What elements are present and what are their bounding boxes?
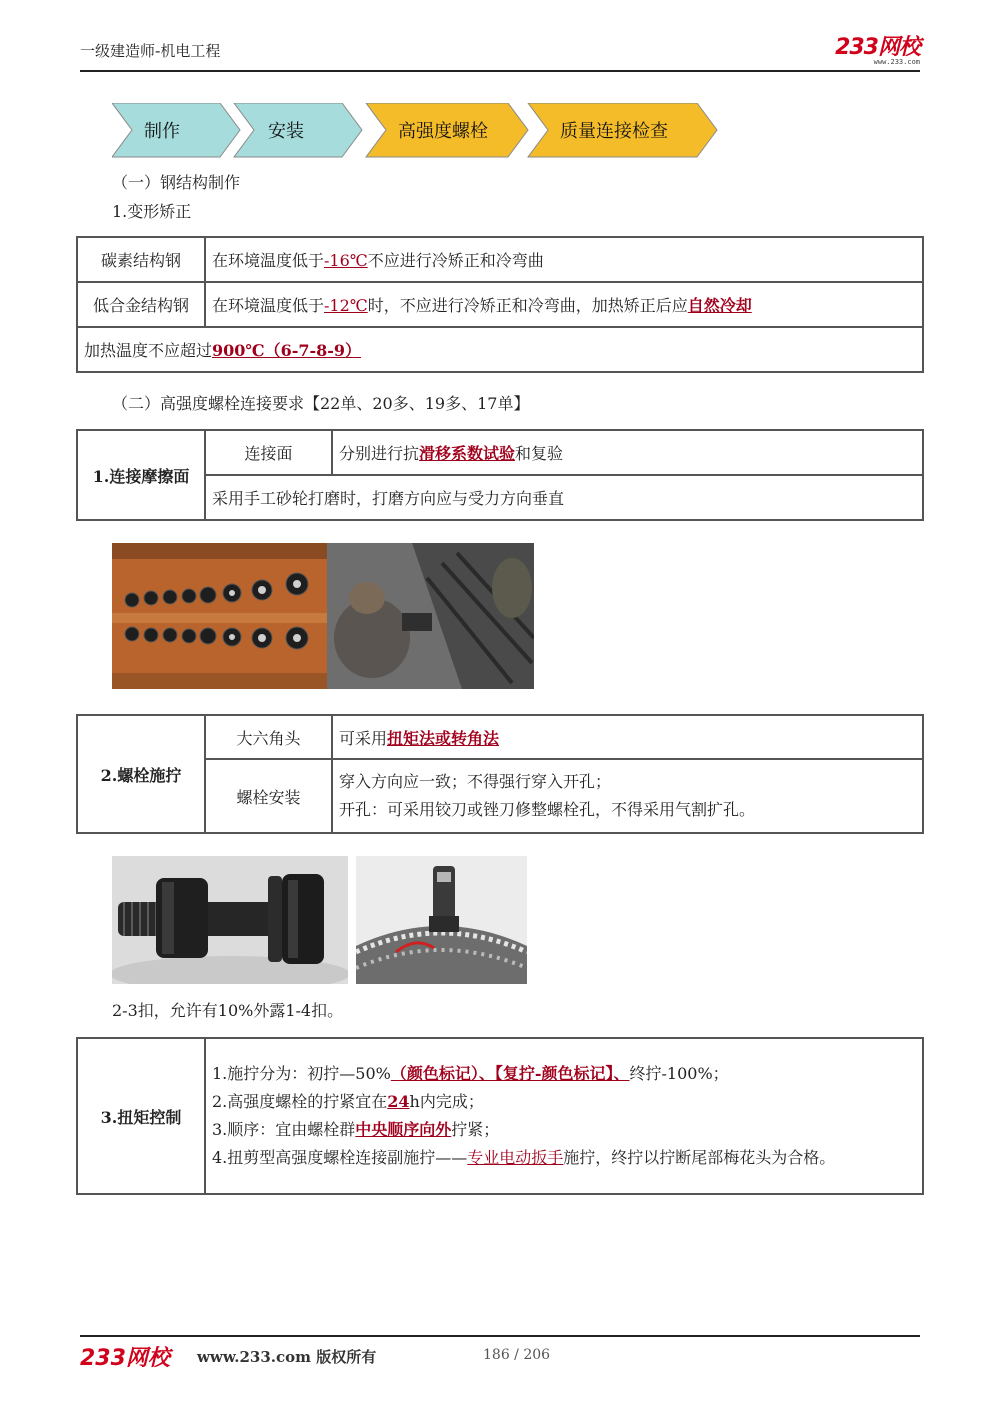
table-friction-surface: [76, 429, 924, 521]
text: h内完成；: [409, 1092, 484, 1111]
highlight-text: 滑移系数试验: [419, 444, 516, 463]
text-line: [212, 1116, 916, 1144]
text-line: [212, 1060, 916, 1088]
page-header: [80, 30, 920, 72]
photo-hex-bolt: [112, 856, 348, 984]
highlight-text: 自然冷却: [687, 296, 752, 315]
row-content: [205, 237, 923, 282]
header-title: 一级建造师-机电工程: [80, 42, 221, 60]
text-line: 穿入方向应一致；不得强行穿入开孔；: [339, 772, 612, 791]
highlight-text: 中央顺序向外: [355, 1120, 452, 1139]
process-steps: [112, 103, 722, 158]
section2-heading: （二）高强度螺栓连接要求【22单、20多、19多、17单】: [112, 394, 530, 413]
highlight-text: 24: [387, 1092, 410, 1111]
highlight-text: 900℃（6-7-8-9）: [212, 341, 362, 360]
table-row: [77, 282, 923, 327]
table-row: [77, 715, 923, 759]
highlight-text: -16℃: [324, 251, 368, 270]
sub-label-hex-head: 大六角头: [205, 715, 332, 759]
text: 时，不应进行冷矫正和冷弯曲，加热矫正后应: [367, 296, 688, 315]
text: 分别进行抗: [339, 444, 420, 463]
row-label-friction-surface: 1.连接摩擦面: [77, 430, 205, 520]
section1-heading: （一）钢结构制作: [112, 173, 241, 192]
step-label-4: 质量连接检查: [560, 121, 668, 142]
page-number: 186 / 206: [483, 1347, 551, 1363]
table-torque-control: [76, 1037, 924, 1195]
text: 在环境温度低于: [212, 296, 325, 315]
brand-logo: [835, 30, 920, 66]
row-content: 采用手工砂轮打磨时，打磨方向应与受力方向垂直: [205, 475, 923, 520]
table-row: [77, 327, 923, 372]
text: 拧紧；: [451, 1120, 500, 1139]
text: 可采用: [339, 728, 388, 748]
highlight-text: 扭矩法或转角法: [387, 728, 500, 748]
row-content: [77, 327, 923, 372]
text: 终拧-100%；: [629, 1064, 729, 1083]
row-label-carbon-steel: 碳素结构钢: [77, 237, 205, 282]
text-line: [212, 1144, 916, 1172]
page-footer: [80, 1335, 920, 1375]
photo-electric-wrench: [356, 856, 527, 984]
text: 2.高强度螺栓的拧紧宜在: [212, 1092, 388, 1111]
row-content: [205, 1038, 923, 1194]
text: 加热温度不应超过: [84, 341, 213, 360]
table-bolt-tightening: [76, 714, 924, 834]
text-line: 开孔：可采用铰刀或锉刀修整螺栓孔，不得采用气割扩孔。: [339, 800, 756, 819]
row-content: [205, 282, 923, 327]
text: 不应进行冷矫正和冷弯曲: [367, 251, 544, 270]
table-deformation-correction: [76, 236, 924, 373]
sub-label-connection-surface: 连接面: [205, 430, 332, 475]
row-label-torque-control: 3.扭矩控制: [77, 1038, 205, 1194]
step-label-2: 安装: [268, 121, 304, 142]
table-row: [77, 237, 923, 282]
highlight-text: （颜色标记）、【复拧-颜色标记】、: [390, 1064, 630, 1083]
table-row: [77, 430, 923, 475]
footer-logo: 233网校: [80, 1346, 170, 1371]
logo-url: www.233.com: [873, 58, 920, 66]
highlight-text: 专业电动扳手: [467, 1148, 564, 1167]
step-label-1: 制作: [144, 121, 180, 142]
text: 3.顺序：宜由螺栓群: [212, 1120, 356, 1139]
text: 和复验: [515, 444, 564, 463]
section1-subheading: 1.变形矫正: [112, 202, 192, 221]
text: 在环境温度低于: [212, 251, 325, 270]
text: 1.施拧分为：初拧—50%: [212, 1064, 391, 1083]
photo-hex-bolt-graphic: [112, 856, 348, 984]
sub-label-bolt-install: 螺栓安装: [205, 759, 332, 833]
footer-copyright: www.233.com 版权所有: [197, 1348, 377, 1366]
row-content: [332, 430, 923, 475]
photo-bolt-connection-graphic: [112, 543, 534, 689]
highlight-text: -12℃: [324, 296, 368, 315]
text: 施拧，终拧以拧断尾部梅花头为合格。: [563, 1148, 836, 1167]
note-thread-exposure: 2-3扣，允许有10%外露1-4扣。: [112, 1001, 344, 1020]
row-content: [332, 759, 923, 833]
logo-text: 233网校: [835, 35, 920, 60]
text-line: [212, 1088, 916, 1116]
row-content: [332, 715, 923, 759]
step-label-3: 高强度螺栓: [398, 121, 488, 142]
text: 4.扭剪型高强度螺栓连接副施拧——: [212, 1148, 468, 1167]
table-row: [77, 1038, 923, 1194]
photo-bolt-connection: [112, 543, 534, 689]
row-label-low-alloy-steel: 低合金结构钢: [77, 282, 205, 327]
row-label-bolt-tightening: 2.螺栓施拧: [77, 715, 205, 833]
photo-electric-wrench-graphic: [356, 856, 527, 984]
